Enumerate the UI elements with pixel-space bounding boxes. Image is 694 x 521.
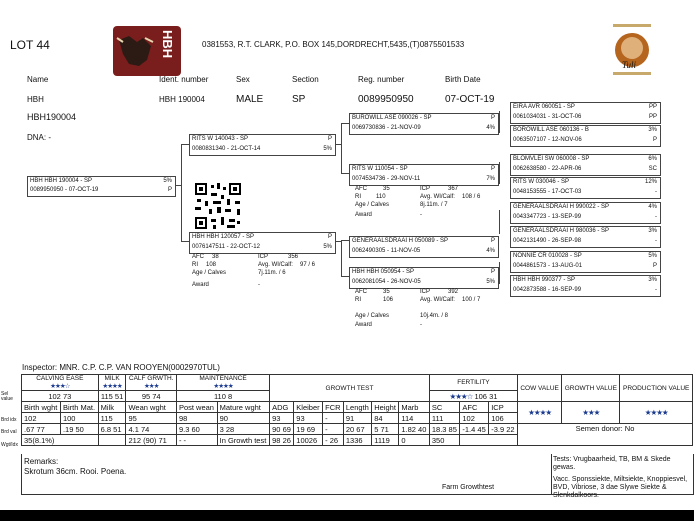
col-height: Height: [372, 402, 399, 413]
dam-award: -: [258, 282, 260, 288]
brd-idx-cell: -: [323, 413, 344, 424]
brd-idx-cell: 114: [399, 413, 430, 424]
brd-idx-cell: 93: [270, 413, 294, 424]
sd-ri: 110: [376, 194, 386, 200]
brd-val-cell: 5 71: [372, 424, 399, 435]
inspector: Inspector: MNR. C.P. C.P. VAN ROOYEN(0002970TUL): [22, 363, 220, 372]
dd-award: -: [420, 322, 422, 328]
col-milk: Milk: [98, 402, 126, 413]
farm-growthtest: Farm Growthtest: [442, 484, 495, 491]
ped-g2-line1: BOROWILL ASE 060136 - B: [513, 127, 589, 133]
brd-idx-cell: 100: [60, 413, 98, 424]
ped-g7-flag: P: [652, 263, 657, 269]
ped-sire-flag: P: [327, 136, 332, 142]
grp-growth-test: GROWTH TEST: [270, 375, 430, 402]
dd-award-label: Award: [355, 322, 372, 328]
fertility-value: ★★★☆ 106 31: [429, 391, 517, 402]
pedigree-g3: [510, 154, 661, 176]
brd-val-cell: 19 69: [294, 424, 323, 435]
pedigree-g1: [510, 102, 661, 124]
pedigree-g6: [510, 226, 661, 248]
dd-icp: 392: [448, 289, 459, 295]
brd-val-cell: 18.3 85: [429, 424, 460, 435]
dd-ri: 106: [383, 297, 394, 303]
dd-afc: 35: [383, 289, 390, 295]
ped-line: [341, 123, 342, 173]
brd-val-cell: .19 50: [60, 424, 98, 435]
ped-dd-pct: 5%: [486, 279, 495, 285]
bottom-bar: [0, 510, 694, 521]
ped-ds-line2: 0062490305 - 11-NOV-05: [352, 248, 421, 254]
brd-val-cell: 90 69: [270, 424, 294, 435]
ped-g1-pct: PP: [648, 114, 657, 120]
ped-line: [341, 240, 349, 241]
remarks-box: [21, 454, 552, 495]
row-label-brdval: Brd val: [1, 429, 17, 435]
ped-line: [341, 276, 349, 277]
production-value-cell: ★★★★: [620, 402, 693, 424]
col-mature-wght: Mature wght: [217, 402, 270, 413]
hbh-logo: HBH: [113, 26, 181, 76]
wgt-cell: 10026: [294, 435, 323, 446]
reg-label: Reg. number: [358, 75, 405, 84]
dd-wcalf: 100 / 7: [462, 297, 481, 303]
brd-idx-cell: 102: [460, 413, 489, 424]
sex-label: Sex: [236, 75, 250, 84]
col-birth-wght: Birth wght: [22, 402, 61, 413]
section-value: SP: [292, 94, 306, 105]
brd-val-cell: -3.9 22: [489, 424, 518, 435]
ped-g3-flag: SC: [648, 166, 657, 172]
col-fcr: FCR: [323, 402, 344, 413]
pedigree-sd: [349, 164, 499, 186]
ped-g7-pct: 5%: [648, 253, 657, 259]
ped-self-pct: 5%: [163, 178, 172, 184]
col-icp: ICP: [489, 402, 518, 413]
brd-val-cell: -1.4 45: [460, 424, 489, 435]
brd-idx-cell: 90: [217, 413, 270, 424]
reg-value: 0089950950: [358, 94, 414, 105]
ped-sd-pct: 7%: [486, 176, 495, 182]
name-label: Name: [27, 75, 49, 84]
lot-number: LOT 44: [10, 38, 50, 52]
dd-age-label: Age / Calves: [355, 313, 390, 319]
ped-line: [499, 210, 500, 234]
semen-donor: Semen donor: No: [518, 424, 693, 446]
sd-award: -: [420, 212, 422, 218]
ped-line: [499, 111, 500, 133]
grp-fertility: FERTILITY: [429, 375, 517, 391]
ped-ds-flag: P: [490, 238, 495, 244]
performance-table: [21, 374, 693, 446]
ped-g8-flag: -: [655, 287, 657, 293]
ped-g5-flag: -: [655, 214, 657, 220]
brd-idx-cell: 102: [22, 413, 61, 424]
ident-value: HBH 190004: [159, 95, 205, 104]
grp-maintenance: MAINTENANCE ★★★★: [176, 375, 269, 391]
ped-self-line1: HBH HBH 190004 - SP: [30, 178, 93, 184]
calving-ease-value: 102 73: [22, 391, 99, 402]
ped-dd-line1: HBH HBH 050954 - SP: [352, 269, 415, 275]
row-label-wgt: Wgt/Idx: [1, 442, 18, 448]
brd-idx-cell: 91: [343, 413, 371, 424]
ident-label: Ident. number: [159, 75, 209, 84]
grp-production-value: PRODUCTION VALUE: [620, 375, 693, 402]
grp-calf-growth: CALF GRWTH. ★★★: [126, 375, 176, 391]
wgt-cell: 1336: [343, 435, 371, 446]
dam-age-label: Age / Calves: [192, 270, 227, 276]
ped-g1-line2: 0061034031 - 31-OCT-06: [513, 114, 582, 120]
maintenance-value: 110 8: [176, 391, 269, 402]
pedigree-g5: [510, 202, 661, 224]
brd-idx-cell: 115: [98, 413, 126, 424]
dna-label: DNA: -: [27, 133, 51, 142]
col-kleiber: Kleiber: [294, 402, 323, 413]
pedigree-g4: [510, 177, 661, 199]
name-value: HBH: [27, 95, 44, 104]
tests-box: [550, 454, 694, 499]
ped-line: [341, 123, 349, 124]
ped-g8-line1: HBH HBH 990377 - SP: [513, 277, 576, 283]
ped-g4-pct: 12%: [644, 179, 657, 185]
vacc-text: Vacc. Sponssiekte, Miltsiekte, Knoppiesvel, BVD, Vibriose, 3 dae Slywe Siekte & Slenkdalkoors.: [553, 476, 688, 499]
sd-wcalf-label: Avg. WI/Calf:: [420, 194, 455, 200]
sd-icp: 367: [448, 186, 459, 192]
animal-id: HBH190004: [27, 112, 77, 122]
brd-idx-cell: 98: [176, 413, 217, 424]
pedigree-g2: [510, 125, 661, 147]
ped-g8-line2: 0042873588 - 16-SEP-99: [513, 287, 582, 293]
dam-wcalf: 97 / 6: [300, 262, 316, 268]
ped-g4-line1: RITS W 030046 - SP: [513, 179, 570, 185]
ped-ss-flag: P: [490, 115, 495, 121]
col-post-wean: Post wean: [176, 402, 217, 413]
grp-cow-value: COW VALUE: [518, 375, 562, 402]
col-length: Length: [343, 402, 371, 413]
ped-g4-flag: -: [655, 189, 657, 195]
ped-dam-flag: P: [327, 234, 332, 240]
wgt-cell: 35(8.1%): [22, 435, 99, 446]
ped-g1-line1: EIRA AVR 060051 - SP: [513, 104, 575, 110]
ped-line: [499, 162, 500, 184]
ped-g6-pct: 3%: [648, 228, 657, 234]
ped-g4-line2: 0048153555 - 17-OCT-03: [513, 189, 582, 195]
grp-growth-value: GROWTH VALUE: [562, 375, 620, 402]
wgt-cell: 98 26: [270, 435, 294, 446]
ped-sd-line2: 0074534736 - 29-NOV-11: [352, 176, 421, 182]
dam-icp-label: ICP: [258, 254, 269, 260]
brd-val-cell: 3 28: [217, 424, 270, 435]
ped-self-flag: P: [167, 187, 172, 193]
brd-val-cell: 20 67: [343, 424, 371, 435]
ped-dam-line1: HBH HBH 120057 - SP: [192, 234, 255, 240]
col-adg: ADG: [270, 402, 294, 413]
dam-age: 7j.11m. / 6: [258, 270, 286, 276]
brd-idx-cell: 111: [429, 413, 460, 424]
ped-ds-pct: 4%: [486, 248, 495, 254]
birth-label: Birth Date: [445, 75, 481, 84]
brd-idx-cell: 93: [294, 413, 323, 424]
dd-icp-label: ICP: [420, 289, 431, 295]
sd-afc-label: AFC: [355, 186, 367, 192]
pedigree-sire: [189, 134, 336, 156]
dam-afc: 38: [212, 254, 219, 260]
ped-g2-flag: P: [652, 137, 657, 143]
pedigree-self: [27, 176, 176, 197]
brd-val-row: [22, 424, 693, 435]
remarks-text: Skrotum 36cm. Rooi. Poena.: [24, 467, 127, 476]
birth-value: 07-OCT-19: [445, 94, 495, 105]
ped-self-line2: 0089950950 - 07-OCT-19: [30, 187, 99, 193]
ped-line: [181, 144, 182, 241]
row-label-brdidx: Brd idx: [1, 417, 17, 423]
dam-afc-label: AFC: [192, 254, 204, 260]
wgt-cell: - 26: [323, 435, 344, 446]
pedigree-dam: [189, 232, 336, 254]
ped-dam-line2: 0076147511 - 22-OCT-12: [192, 244, 260, 250]
wgt-cell: 350: [429, 435, 460, 446]
ped-ss-pct: 4%: [486, 125, 495, 131]
ped-g6-line1: GENERAALSDRAAI H 980036 - SP: [513, 228, 610, 234]
dd-ri-label: RI: [355, 297, 361, 303]
ped-g3-pct: 6%: [648, 156, 657, 162]
pedigree-g7: [510, 251, 661, 273]
dam-ri-label: RI: [192, 262, 198, 268]
ped-sd-line1: RITS W 110054 - SP: [352, 166, 408, 172]
ped-g6-flag: -: [655, 238, 657, 244]
brd-idx-cell: 106: [489, 413, 518, 424]
brd-val-cell: .67 77: [22, 424, 61, 435]
brd-val-cell: 1.82 40: [399, 424, 430, 435]
ped-g7-line1: NONNIE CR 010028 - SP: [513, 253, 582, 259]
ped-ss-line2: 0069730836 - 21-NOV-09: [352, 125, 421, 131]
ped-ss-line1: BUROWILL ASE 090026 - SP: [352, 115, 432, 121]
owner-line: 0381553, R.T. CLARK, P.O. BOX 145,DORDRECHT,5435,(T)0875501533: [202, 40, 465, 49]
dd-wcalf-label: Avg. WI/Calf:: [420, 297, 455, 303]
sd-age-label: Age / Calves: [355, 202, 390, 208]
pedigree-ds: [349, 236, 499, 258]
ped-g8-pct: 3%: [648, 277, 657, 283]
ped-line: [341, 173, 349, 174]
qr-code: [193, 181, 243, 231]
remarks-label: Remarks:: [24, 457, 59, 466]
ped-dd-flag: P: [490, 269, 495, 275]
sd-afc: 35: [383, 186, 390, 192]
dd-age: 10j.4m. / 8: [420, 313, 449, 319]
ped-g2-pct: 3%: [648, 127, 657, 133]
ped-ds-line1: GENERAALSDRAAI H 050089 - SP: [352, 238, 449, 244]
ped-sd-flag: P: [490, 166, 495, 172]
ped-line: [181, 144, 189, 145]
wgt-cell: 1119: [372, 435, 399, 446]
wgt-cell: [460, 435, 518, 446]
brd-idx-cell: 95: [126, 413, 176, 424]
cow-value-cell: ★★★★: [518, 402, 562, 424]
ped-line: [181, 241, 189, 242]
ped-g2-line2: 0063507107 - 12-NOV-06: [513, 137, 582, 143]
grp-calving-ease: CALVING EASE ★★★☆: [22, 375, 99, 391]
sd-award-label: Award: [355, 212, 372, 218]
brd-val-cell: 4.1 74: [126, 424, 176, 435]
ped-g3-line2: 0062638580 - 22-APR-06: [513, 166, 582, 172]
section-label: Section: [292, 75, 319, 84]
dd-afc-label: AFC: [355, 289, 367, 295]
calf-growth-value: 95 74: [126, 391, 176, 402]
ped-dam-pct: 5%: [323, 244, 332, 250]
ped-sire-line1: RITS W 140043 - SP: [192, 136, 249, 142]
ped-sire-pct: 5%: [323, 146, 332, 152]
milk-value: 115 51: [98, 391, 126, 402]
ped-g5-line2: 0043347723 - 13-SEP-99: [513, 214, 582, 220]
ped-g5-pct: 4%: [648, 204, 657, 210]
sd-age: 8j.11m. / 7: [420, 202, 448, 208]
pedigree-ss: [349, 113, 499, 135]
ped-line: [499, 262, 500, 284]
brd-val-cell: -: [323, 424, 344, 435]
sd-icp-label: ICP: [420, 186, 431, 192]
wgt-cell: In Growth test: [217, 435, 270, 446]
brd-val-cell: 6.8 51: [98, 424, 126, 435]
dam-icp: 356: [288, 254, 299, 260]
wgt-cell: 212 (90) 71: [126, 435, 176, 446]
ped-sire-line2: 0080831340 - 21-OCT-14: [192, 146, 261, 152]
ped-g5-line1: GENERAALSDRAAI H 990022 - SP: [513, 204, 610, 210]
ped-g6-line2: 0042131490 - 26-SEP-98: [513, 238, 582, 244]
dam-award-label: Award: [192, 282, 209, 288]
col-marb: Marb: [399, 402, 430, 413]
tuli-logo: Tuli: [609, 22, 655, 78]
tests-text: Tests: Vrugbaarheid, TB, BM & Skede gewas.: [553, 456, 671, 471]
pedigree-g8: [510, 275, 661, 297]
ped-g1-flag: PP: [648, 104, 657, 110]
sex-value: MALE: [236, 94, 264, 105]
ped-g3-line1: BLOMVLEI SW 060008 - SP: [513, 156, 590, 162]
sd-ri-label: RI: [355, 194, 361, 200]
brd-idx-cell: 84: [372, 413, 399, 424]
ped-dd-line2: 0062081054 - 26-NOV-05: [352, 279, 421, 285]
wgt-cell: [98, 435, 126, 446]
pedigree-dd: [349, 267, 499, 289]
col-birth-mat: Birth Mat.: [60, 402, 98, 413]
ped-line: [341, 240, 342, 276]
row-label-sel: Sel value: [1, 391, 13, 402]
dam-ri: 108: [206, 262, 217, 268]
dam-wcalf-label: Avg. WI/Calf:: [258, 262, 293, 268]
ped-g7-line2: 0044861573 - 13-AUG-01: [513, 263, 583, 269]
grp-milk: MILK ★★★★: [98, 375, 126, 391]
col-wean-wght: Wean wght: [126, 402, 176, 413]
wgt-cell: - -: [176, 435, 217, 446]
col-afc: AFC: [460, 402, 489, 413]
wgt-cell: 0: [399, 435, 430, 446]
sd-wcalf: 108 / 6: [462, 194, 481, 200]
col-sc: SC: [429, 402, 460, 413]
brd-val-cell: 9.3 60: [176, 424, 217, 435]
growth-value-cell: ★★★: [562, 402, 620, 424]
